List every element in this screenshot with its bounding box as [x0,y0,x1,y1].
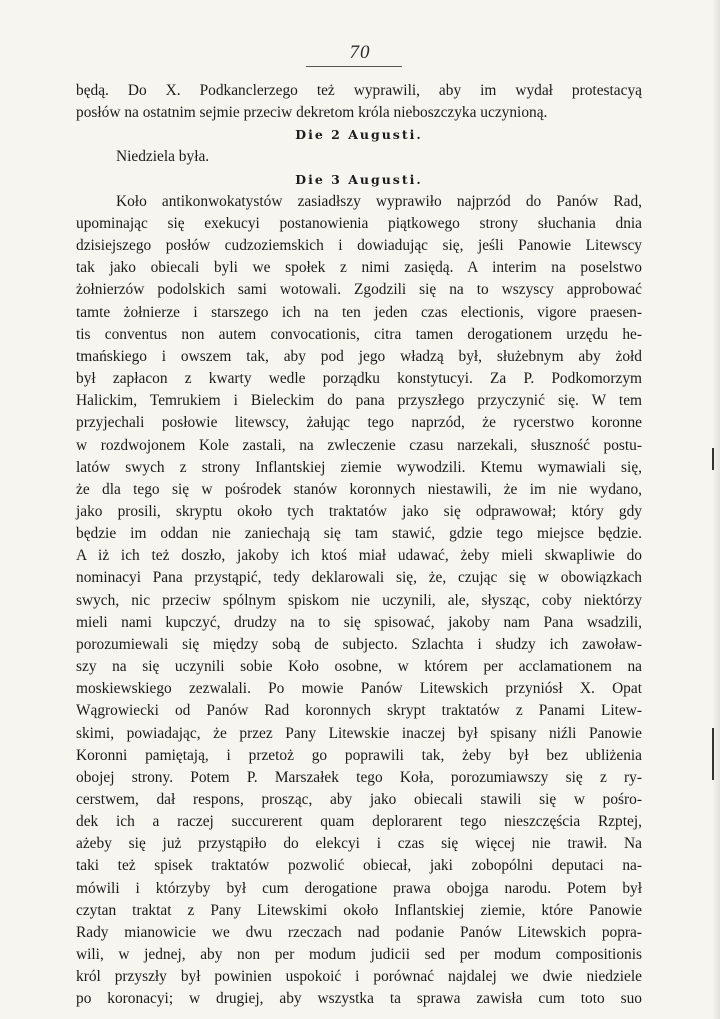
margin-mark [712,728,714,780]
text-line: jako prosili, skryptu około tych traktatów jako się odprawował; który gdy [76,502,642,520]
text-line: upominając się exekucyi postanowienia piątkowego strony słuchania dnia [76,214,642,232]
text-line: będą. Do X. Podkanclerzego też wyprawili, aby im wydał protestacyą [76,82,642,99]
text-line: nominacyi Pana przystąpić, tedy deklarowali się, że, czując się w obowiązkach [76,569,642,587]
text-line: moskiewskiego zezwalali. Po mowie Panów Litewskich przyniósł X. Opat [76,680,642,698]
text-line: tak jako obiecali byli we społek z nimi zasiędą. A interim na poselstwo [76,259,642,277]
text-line: był zapłacon z kwarty wedle porządku konstytucyi. Za P. Podkomorzym [76,370,642,388]
text-line: Halickim, Temrukiem i Bieleckim do pana przyszłego przyczynić się. W tem [76,392,642,410]
text-line: porozumiewali się między sobą de subjecto. Szlachta i słudzy ich zawoław- [76,635,642,653]
text-line: tis conventus non autem convocationis, citra tamen derogationem urzędu he- [76,325,642,343]
text-line: że dla tego się w pośrodek stanów koronnych niestawili, że im nie wydano, [76,480,642,498]
text-line: po koronacyi; w drugiej, aby wszystka ta sprawa zawisła cum toto suo [76,990,642,1008]
text-line: cerstwem, dał respons, prosząc, aby jako obiecali stawili się w pośro- [76,791,642,808]
text-line: przyjechali posłowie litewscy, żałując tego naprzód, że rycerstwo koronne [76,414,642,432]
text-line: w rozdwojonem Kole zastali, na zwleczenie czasu narzekali, słuszność postu- [76,436,642,454]
text-line: mieli nami kupczyć, drudzy na to się spisować, jakoby nam Pana wsadzili, [76,613,642,631]
text-line: dzisiejszego posłów cudzoziemskich i dowiadując się, jeśli Panowie Litewscy [76,237,642,255]
page-number-rule [306,66,402,67]
date-heading: Die 2 Augusti. [295,127,423,143]
text-line: Koronni pamiętają, i przetoż go poprawili tak, żeby był bez ubliżenia [76,746,642,764]
text-line: Koło antikonwokatystów zasiadłszy wyprawiło najprzód do Panów Rad, [116,192,642,210]
body-text [76,80,642,1011]
date-heading: Die 3 Augusti. [295,171,423,187]
text-line: tmańskiego i owszem tak, aby pod jego władzą był, służebnym aby żołd [76,347,642,365]
text-line: obojej strony. Potem P. Marszałek tego Koła, porozumiawszy się z ry- [76,768,642,786]
text-line: skimi, powiadając, że przez Pany Litewskie inaczej był spisany niźli Panowie [76,724,642,742]
text-line: A iż ich też doszło, jakoby ich ktoś miał udawać, żeby mieli skwapliwie do [76,547,642,565]
text-line: wili, w jednej, aby non per modum judicii sed per modum compositionis [76,946,642,964]
text-line: Niedziela była. [116,148,210,166]
text-line: posłów na ostatnim sejmie przeciw dekretom króla nieboszczyka uczynioną. [76,104,548,122]
text-line: tamte żołnierze i starszego ich na ten jeden czas electionis, vigore praesen- [76,303,642,321]
text-line: będzie im oddan nie zaniechają się tam stawić, gdzie tego miejsce będzie. [76,525,642,543]
text-line: szy na się uczynili sobie Koło osobne, w którem per acclamationem na [76,658,642,676]
text-line: latów swych z strony Inflantskiej ziemie wywodzili. Ktemu wymawiali się, [76,458,642,476]
margin-mark [712,448,714,470]
text-line: taki też spisek traktatów pozwolić obiecał, jaki zobopólni deputaci na- [76,857,642,875]
text-line: swych, nic przeciw spólnym spiskom nie uczynili, ale, słysząc, coby niektórzy [76,591,642,609]
text-line: król przyszły był powinien uspokoić i porównać najdalej we dwie niedziele [76,968,642,986]
page-binding-edge [712,0,720,1019]
page-number: 70 [349,42,371,63]
text-line: ażeby się już przystąpiło do elekcyi i czas się więcej nie trawił. Na [76,835,642,853]
text-line: Rady mianowicie we dwu rzeczach nad podanie Panów Litewskich popra- [76,923,642,941]
text-line: żołnierzów podolskich sami wotowali. Zgodzili się na to wszyscy approbować [76,281,642,299]
text-line: Wągrowiecki od Panów Rad koronnych skrypt traktatów z Panami Litew- [76,702,642,720]
text-line: dek ich a raczej succurerent quam deplorarent tego nieszczęścia Rzptej, [76,813,642,831]
text-line: czytan traktat z Pany Litewskimi około Inflantskiej ziemie, które Panowie [76,901,642,919]
text-line: mówili i którzyby był cum derogatione prawa obojga narodu. Potem był [76,879,642,897]
